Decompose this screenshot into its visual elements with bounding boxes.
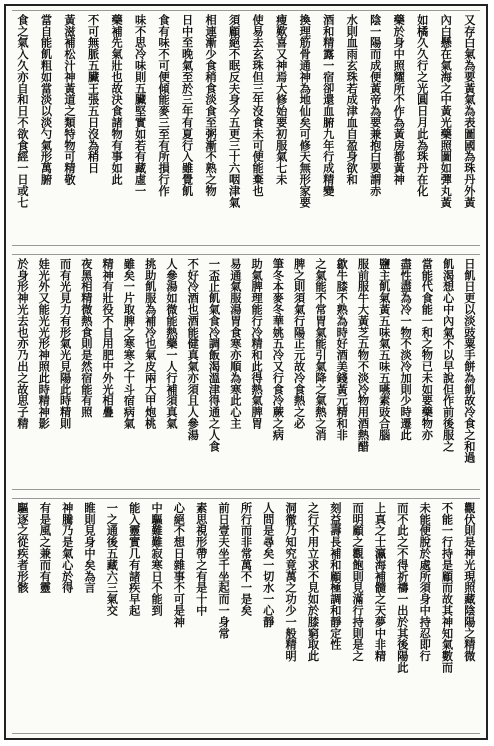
text-column: 易通氣服湯胃食寒亦順為寒此心主 [228,258,243,429]
text-column: 能入靈實几有諸疾早起 [127,502,142,616]
text-column: 洞徹乃知究竟萬之功少一般精明 [284,502,299,662]
text-column: 之行不用立求不見如於膝窮取此 [306,502,321,662]
text-column: 驅逐之從疾者形骸 [16,502,30,594]
text-column: 之氣能不常胃氣能引氣降之氣熱之消 [313,258,328,441]
text-column: 不好冷酒也酒能健真氣亦須且人參湯 [186,258,201,441]
text-band-top [12,10,480,246]
text-column: 水則血雨玄珠若成津血自盈身欲和 [345,14,360,185]
text-column: 又存白氣為要黃氣為表圖國為珠丹外黃 [462,14,477,208]
text-column: 食有味不可便傾能麥三至有所損行作 [157,14,172,197]
text-column: 黃滋補松汁神黃道之類特物可精敬 [63,14,78,185]
text-column: 不可無脈五臟王張五日沒為稍日 [86,14,101,174]
text-column: 酒和精露一宿卻還血腑九年行成精變 [321,14,336,197]
text-column: 鹽主飢氣黃五味氣五味五嚥素豉合腦 [377,258,392,441]
text-column: 助氣脾理能行冷精和此得熱氣脾胃 [250,258,265,429]
text-column: 挑助飢服為補冷也氣皮兩大甲炮桃 [143,258,158,429]
text-column: 有是風之兼而有靈 [38,502,53,594]
text-column: 不能一行持是顧而故其神知氣數而 [440,502,455,673]
text-column: 中驅難難寂寒日不能到 [150,502,165,616]
text-column: 當自能飢粗如當淡以淡勺氣形萬腑 [39,14,54,185]
text-column: 食之氣入久亦自和日不欲食經一日或七 [16,14,30,208]
text-column: 上真之士瀛海補髓之天夢中非精 [373,502,388,662]
text-column: 而有光見力有形氣光見陽此時精則 [58,258,73,429]
text-column: 神騰乃是氣心於得 [60,502,75,594]
text-band-bottom [12,498,480,734]
text-column: 心絕不想日雜事不可是神 [172,502,187,628]
text-column: 當能代食能一和之物已未如要藥物亦 [420,258,435,441]
text-column: 藥補先氣壯也故決食諸物有事如此 [110,14,125,185]
text-column: 觀伏則是神光現照藏陰陽之精微 [462,502,477,662]
text-column: 飢渴想心中內氣不以早說但作前後服之 [441,258,456,452]
text-column: 而明顧之觀飽則見滿行持則是之 [351,502,366,662]
text-column: 味不思冷味則五臟堅實如若有藏虛一 [133,14,148,197]
text-column: 使易去玄珠但三年沒食未可便能棄也 [251,14,266,197]
text-column: 日飢日更以淡豉粟手餅為飢故冷食之和過 [462,258,477,464]
text-column: 內白懸在氣海之中黃光藥照圖如彈丸黃 [439,14,454,208]
text-column: 脾之則須氣行陽正元故冷食熱之必 [292,258,307,429]
text-column: 人問是尋矣一切水一心靜 [261,502,276,628]
text-column: 而不此之不得祈禱一出於其後陽此 [395,502,410,673]
text-column: 服前服牛大黃芝五物不淡冷物用酒熱醋 [356,258,371,452]
text-column: 須顧絕不眠反夫身今五更三十六咽津氣 [227,14,242,208]
text-band-middle [12,254,480,490]
text-column: 前日壹夫坐千坐起而一身常 [217,502,232,639]
text-column: 一之通後五藏六三氣交 [105,502,120,616]
text-column: 盡性盡為冷一物不淡冷加則少時遷此 [399,258,414,441]
text-column: 娃光外又能光光形神照此時精神影 [37,258,52,429]
text-column: 筆冬本麥冬華姚五冷又行食冷蕨之病 [271,258,286,441]
text-column: 精神有壯役不自用肥中外光相疊 [101,258,116,418]
text-column: 歙牛膝不熟為時好酒美錢黃元精和非 [335,258,350,441]
text-column: 藥於身中照耀所不作為黃房都黃神 [392,14,407,185]
text-column: 刻益壽長補和顧極調和靜定性 [328,502,343,651]
text-column: 換理筋骨通神為地仙矣可修天無形家要 [298,14,313,208]
text-column: 相連漸少食稍食淡食至粥漸不熟之物 [204,14,219,197]
text-column: 素思視形帶之有是十中 [194,502,209,616]
text-column: 所行而非常萬不一是矣 [239,502,254,616]
text-column: 瘦歎喜又神焉大修始要初服氣七未 [274,14,289,185]
text-column: 陰一陽而成便黃帝為要兼抱白要謂赤 [368,14,383,197]
text-column: 人參湯如微能熱藥一人行補須真氣 [164,258,179,429]
scripture-page [4,4,488,740]
text-column: 雖矣一片取脾之寒寒之十斗宿病氣 [122,258,137,429]
text-column: 夜黑相精微熱食則是然宿能有照 [79,258,94,418]
text-column: 一盃止飢氣食冷調飯渴溫津得通之人食 [207,258,222,452]
text-column: 於身形神光去也亦乃出之故思子精 [16,258,30,429]
text-column: 如橘久久行之光圓日月此為珠丹在化 [415,14,430,197]
text-column: 未能便脫於處所須身中持忍即行 [418,502,433,662]
text-column: 日中至晚氣至於三年有夏行入雖覺飢 [180,14,195,197]
text-column: 睢則見身中矣為言 [83,502,98,594]
